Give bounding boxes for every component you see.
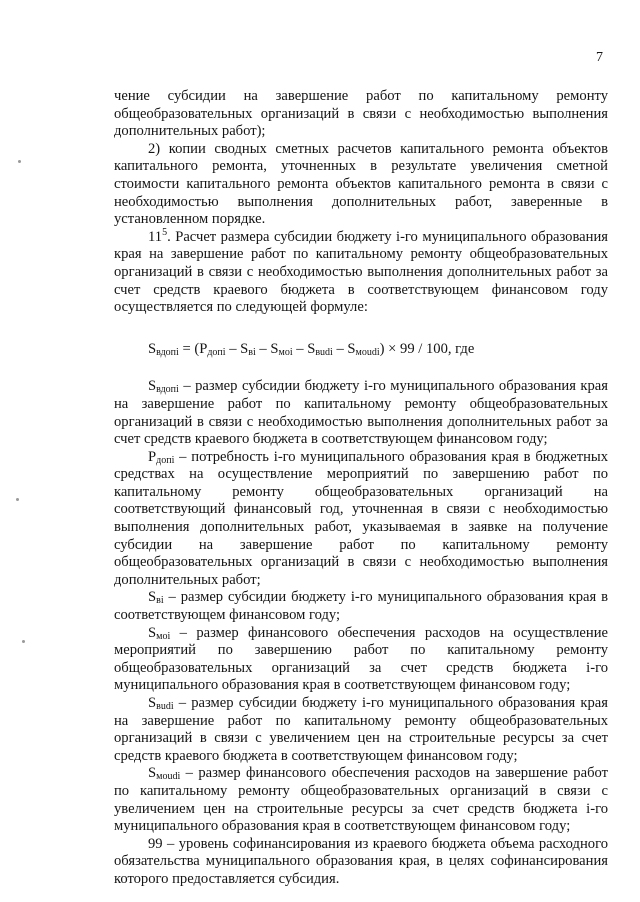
document-body xyxy=(114,88,608,889)
paragraph-clause-11-5 xyxy=(114,226,608,317)
clause-text: . Расчет размера субсидии бюджету i-го муниципального образования края на завершение работ по капитальному ремонту общеобразовательных организаций в связи с необходимостью выполнения дополнительных работ за счет средств краевого бюджета в соответствующем финансовом году осуществляется по следующей формуле: xyxy=(114,228,608,316)
paragraph-item-2: 2) копии сводных сметных расчетов капитального ремонта объектов капитального ремонта, уточненных в результате увеличения сметной стоимости капитального ремонта объектов капитального ремонта в связи с необходимостью выполнения дополнительных работ, заверенные в установленном порядке. xyxy=(114,140,608,228)
scan-speck xyxy=(18,160,21,163)
clause-superscript: 5 xyxy=(162,226,168,238)
scan-speck xyxy=(16,498,19,501)
paragraph-cofinancing-level: 99 – уровень софинансирования из краевого бюджета объема расходного обязательства муниципального образования края, в целях софинансирования которого предоставляется субсидия. xyxy=(114,835,608,887)
definition-s-vdop: $S_{вдопі}$ – размер субсидии бюджету i-го муниципального образования края на завершение работ по капитальному ремонту общеобразовательных организаций в связи с необходимостью выполнения дополнительных работ за счет средств краевого бюджета в соответствующем финансовом году; xyxy=(114,378,608,448)
formula: $S_{вдопі} = (P_{допі} - S_{ві} - S_{моі} - S_{вudі} - S_{моudі}) \times 99 / 100$, где xyxy=(148,340,475,358)
definition-s-v: $S_{ві}$ – размер субсидии бюджету i-го муниципального образования края в соответствующем финансовом году; xyxy=(114,589,608,624)
definition-s-moud: $S_{моudі}$ – размер финансового обеспечения расходов на завершение работ по капитальному ремонту общеобразовательных организаций в связи с увеличением цен на строительные ресурсы за счет средств бюджета i-го муниципального образования края в соответствующем финансовом году; xyxy=(114,765,608,835)
clause-number: 11 xyxy=(148,228,163,245)
definition-s-vud: $S_{вudі}$ – размер субсидии бюджету i-го муниципального образования края на завершение работ по капитальному ремонту общеобразовательных организаций в связи с увеличением цен на строительные ресурсы за счет средств краевого бюджета в соответствующем финансовом году; xyxy=(114,695,608,764)
paragraph-continuation: чение субсидии на завершение работ по капитальному ремонту общеобразовательных организаций в связи с необходимостью выполнения дополнительных работ); xyxy=(114,88,608,140)
page-number: 7 xyxy=(596,50,603,65)
definition-p-dop: $P_{допі}$ – потребность i-го муниципального образования края в бюджетных средствах на осуществление мероприятий по завершению работ по капитальному ремонту общеобразовательных организаций на соответствующий финансовый год, уточненная в связи с необходимостью выполнения дополнительных работ, указываемая в заявке на получение субсидии на завершение работ по капитальному ремонту общеобразовательных организаций в связи с необходимостью выполнения дополнительных работ; xyxy=(114,448,608,588)
scan-speck xyxy=(22,640,25,643)
definition-s-mo: $S_{моі}$ – размер финансового обеспечения расходов на осуществление мероприятий по завершению работ по капитальному ремонту общеобразовательных организаций за счет средств бюджета i-го муниципального образования края в соответствующем финансовом году; xyxy=(114,624,608,694)
